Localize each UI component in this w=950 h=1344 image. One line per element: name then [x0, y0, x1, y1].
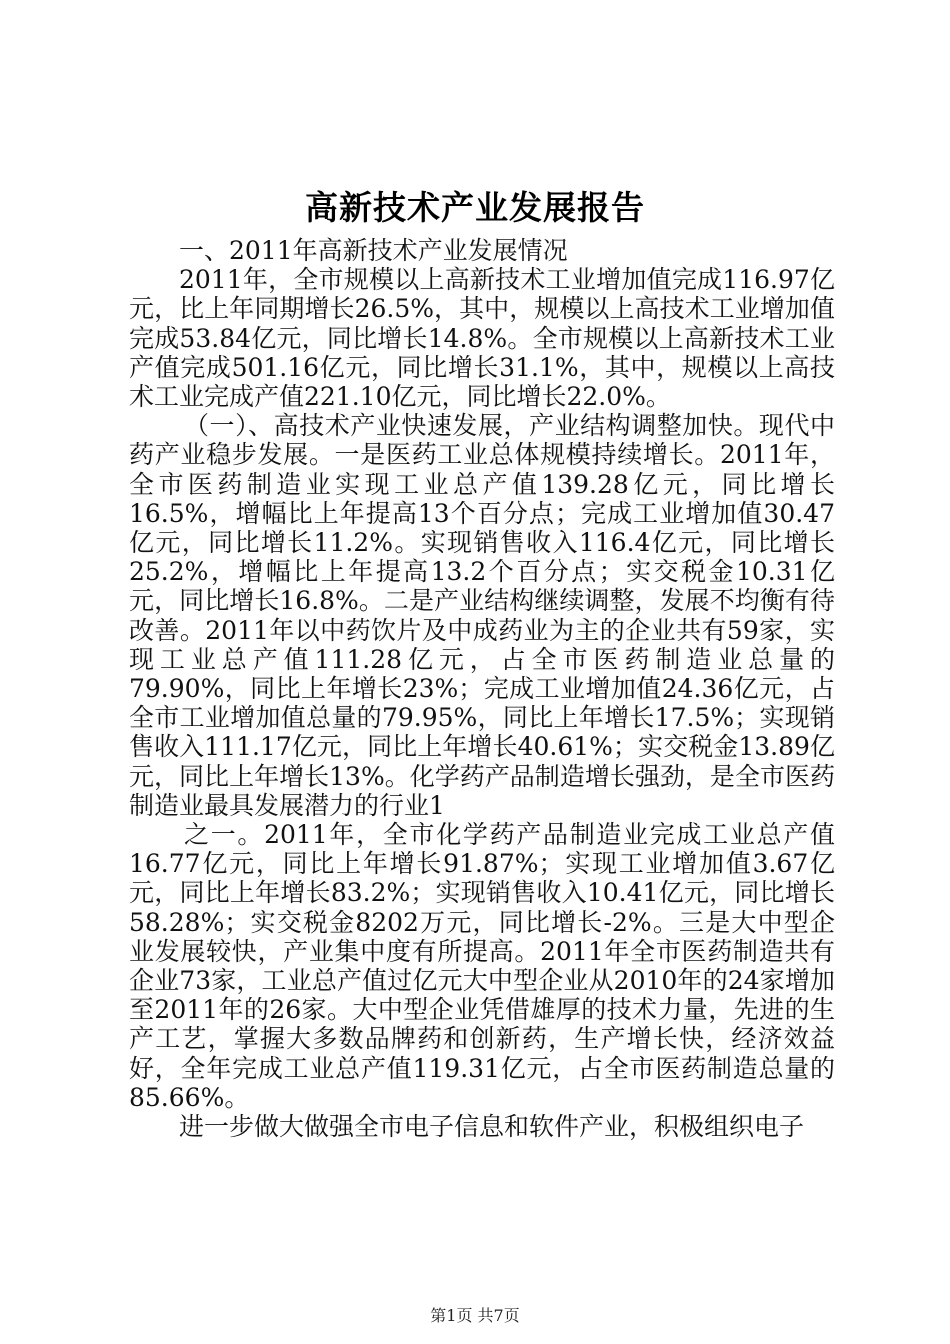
section-heading: 一、2011年高新技术产业发展情况 [179, 236, 568, 265]
paragraph: （一）、高技术产业快速发展，产业结构调整加快。现代中药产业稳步发展。一是医药工业总体规模持续增长。2011年，全市医药制造业实现工业总产值139.28亿元，同比增长16.5%，增幅比上年提高13个百分点；完成工业增加值30.47亿元，同比增长11.2%。实现销售收入116.4亿元，同比增长25.2%，增幅比上年提高13.2个百分点；实交税金10.31亿元，同比增长16.8%。二是产业结构继续调整，发展不均衡有待改善。2011年以中药饮片及中成药业为主的企业共有59家，实现工业总产值111.28亿元，占全市医药制造业总量的79.90%，同比上年增长23%；完成工业增加值24.36亿元，占全市工业增加值总量的79.95%，同比上年增长17.5%；实现销售收入111.17亿元，同比上年增长40.61%；实交税金13.89亿元，同比上年增长13%。化学药产品制造增长强劲，是全市医药制造业最具发展潜力的行业1 [129, 411, 835, 820]
document-body [129, 236, 835, 1141]
paragraph: 2011年，全市规模以上高新技术工业增加值完成116.97亿元，比上年同期增长26.5%，其中，规模以上高技术工业增加值完成53.84亿元，同比增长14.8%。全市规模以上高新技术工业产值完成501.16亿元，同比增长31.1%，其中，规模以上高技术工业完成产值221.10亿元，同比增长22.0%。 [129, 265, 835, 412]
paragraph: 进一步做大做强全市电子信息和软件产业，积极组织电子 [179, 1112, 805, 1142]
document-title: 高新技术产业发展报告 [305, 188, 645, 227]
page-number-footer: 第1页 共7页 [430, 1306, 520, 1325]
paragraph: 之一。2011年，全市化学药产品制造业完成工业总产值16.77亿元，同比上年增长91.87%；实现工业增加值3.67亿元，同比上年增长83.2%；实现销售收入10.41亿元，同比增长58.28%；实交税金8202万元，同比增长-2%。三是大中型企业发展较快，产业集中度有所提高。2011年全市医药制造共有企业73家，工业总产值过亿元大中型企业从2010年的24家增加至2011年的26家。大中型企业凭借雄厚的技术力量，先进的生产工艺，掌握大多数品牌药和创新药，生产增长快，经济效益好，全年完成工业总产值119.31亿元，占全市医药制造总量的85.66%。 [129, 820, 835, 1112]
